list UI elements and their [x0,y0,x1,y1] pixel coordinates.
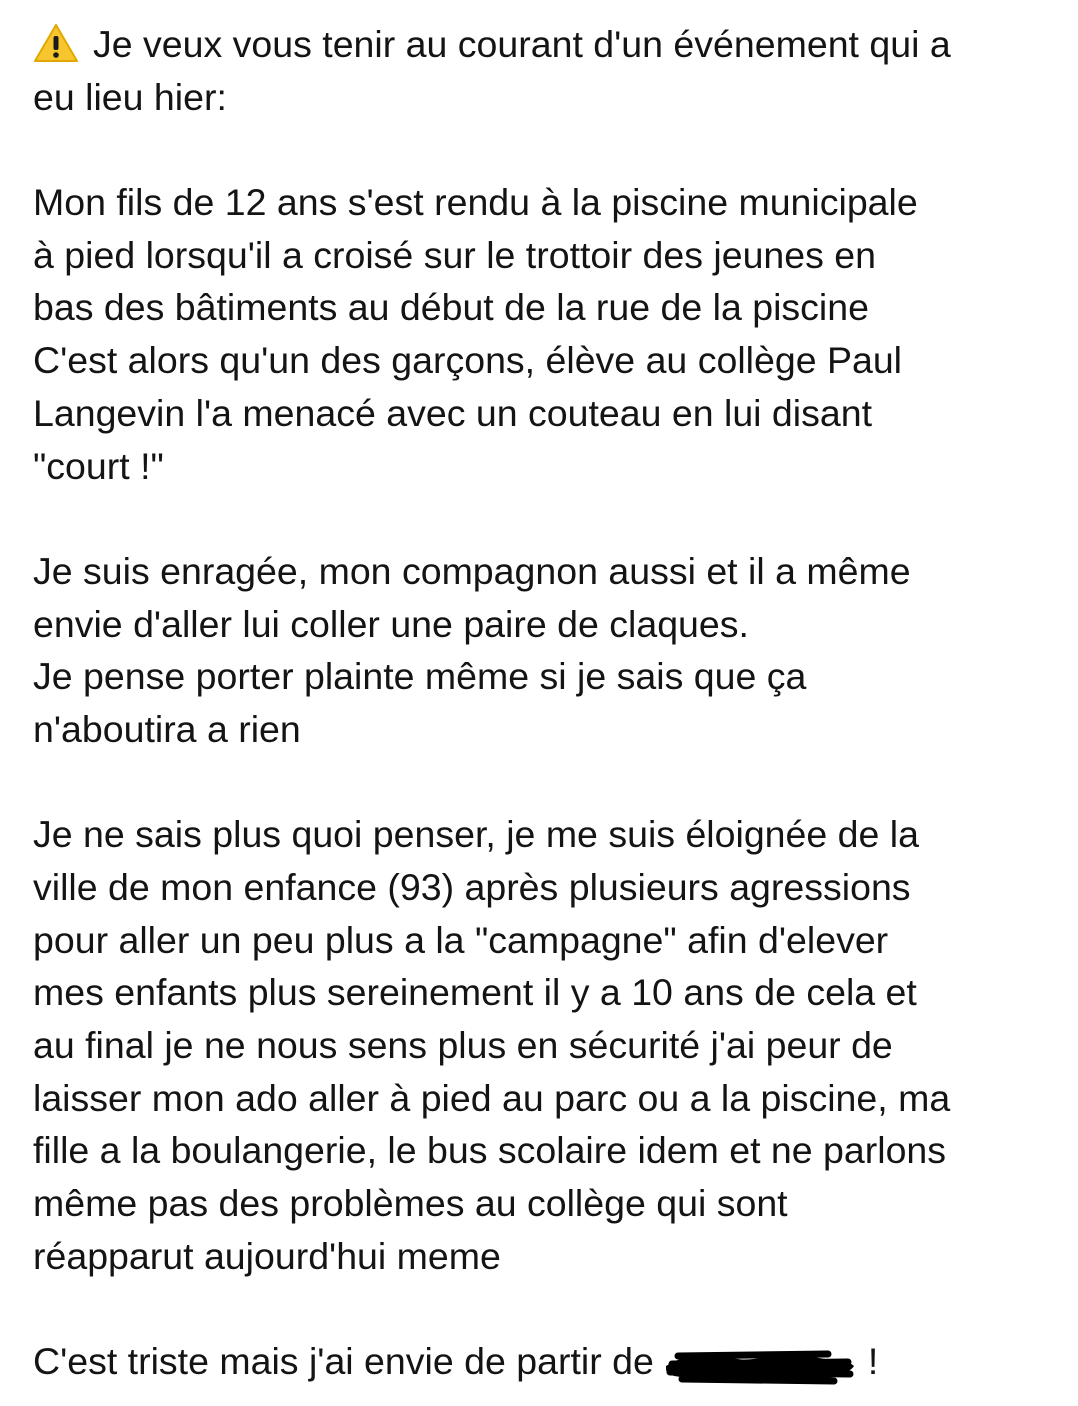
post-line-3: Mon fils de 12 ans s'est rendu à la piscine municipale [33,181,918,224]
post-line-18: mes enfants plus sereinement il y a 10 ans de cela et [33,971,917,1014]
post-line-7: Langevin l'a menacé avec un couteau en lui disant [33,391,872,434]
post-line-6: C'est alors qu'un des garçons, élève au collège Paul [33,339,903,382]
paragraph-gap [33,492,1063,545]
post-line-11: envie d'aller lui coller une paire de claques. [33,602,749,645]
post-line-8: "court !" [33,444,164,487]
post-body [33,18,1063,1388]
post-line-20: laisser mon ado aller à pied au parc ou a la piscine, ma [33,1076,951,1119]
post-line-22: même pas des problèmes au collège qui sont [33,1182,788,1225]
post-line-12: Je pense porter plainte même si je sais que ça [33,655,807,698]
post-line-21: fille a la boulangerie, le bus scolaire idem et ne parlons [33,1129,947,1172]
post-line-10: Je suis enragée, mon compagnon aussi et il a même [33,549,911,592]
post-line-15: Je ne sais plus quoi penser, je me suis éloignée de la [33,813,919,856]
paragraph-gap [33,123,1063,176]
post-line-4: à pied lorsqu'il a croisé sur le trottoir des jeunes en [33,233,877,276]
last-line-text: C'est triste mais j'ai envie de partir de [33,1340,654,1383]
post-line-text: Je veux vous tenir au courant d'un événement qui a [93,23,951,65]
post-line-13: n'aboutira a rien [33,707,301,750]
post-line-16: ville de mon enfance (93) après plusieurs agressions [33,866,911,908]
exclamation-text: ! [867,1340,879,1383]
post-line-1: eu lieu hier: [33,75,227,118]
post-line-23: réapparut aujourd'hui meme [33,1234,501,1277]
post-line-19: au final je ne nous sens plus en sécurité j'ai peur de [33,1024,893,1067]
post-line-17: pour aller un peu plus a la "campagne" afin d'elever [33,918,889,961]
redaction-scribble [658,1346,858,1386]
post-line-5: bas des bâtiments au début de la rue de la piscine [33,286,869,329]
paragraph-gap [33,756,1063,809]
post-line-0 [33,18,1063,71]
paragraph-gap [33,1283,1063,1336]
post-line-last [33,1335,1063,1388]
warning-icon [33,23,79,63]
